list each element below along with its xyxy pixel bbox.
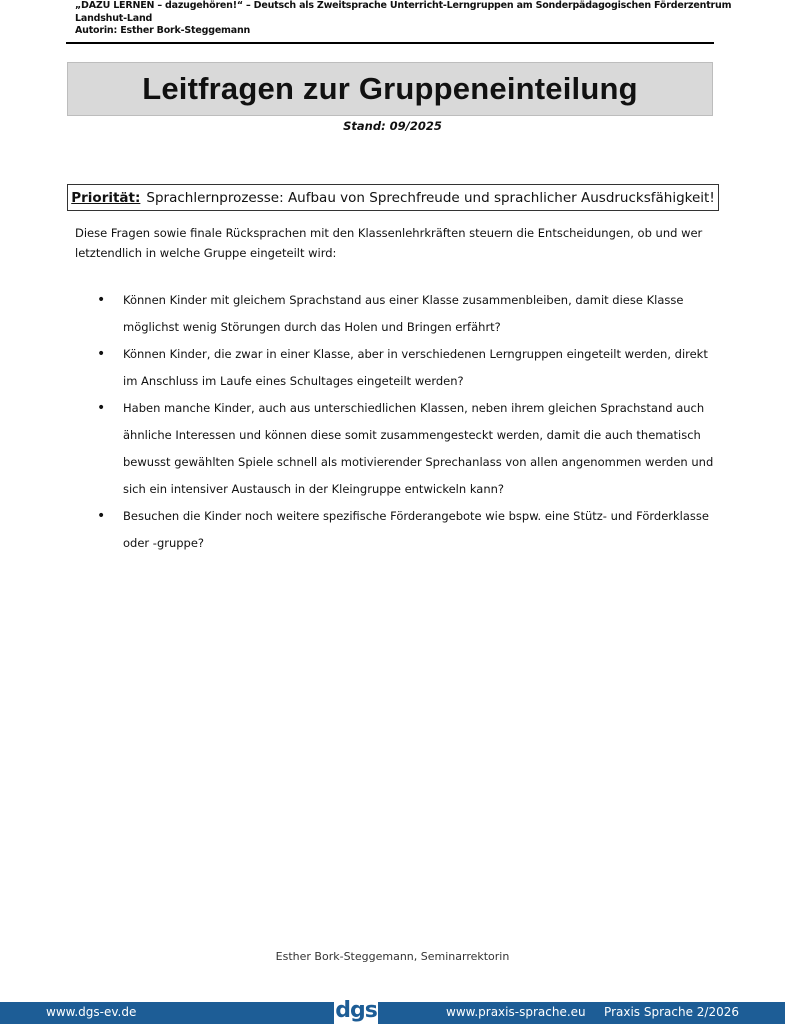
header-line-1: „DAZU LERNEN – dazugehören!“ – Deutsch als Zweitsprache Unterricht-Lerngruppen am Sonderpädagogischen Förderzentrum — [75, 0, 732, 11]
footer-link-praxis[interactable]: www.praxis-sprache.eu — [446, 1005, 586, 1019]
header-divider — [66, 42, 714, 44]
footer-bar — [0, 998, 785, 1024]
running-header — [75, 0, 732, 38]
bullet-icon: • — [97, 346, 106, 362]
priority-label: Priorität: — [71, 189, 141, 206]
footer-issue: Praxis Sprache 2/2026 — [604, 1005, 739, 1019]
header-line-2: Landshut-Land — [75, 12, 153, 24]
list-item — [75, 341, 725, 395]
intro-paragraph: Diese Fragen sowie finale Rücksprachen mit den Klassenlehrkräften steuern die Entscheidungen, ob und wer letztendlich in welche Gruppe eingeteilt wird: — [75, 226, 703, 260]
footer-link-dgs[interactable]: www.dgs-ev.de — [46, 1005, 137, 1019]
list-item — [75, 503, 725, 557]
list-item-text: Haben manche Kinder, auch aus unterschiedlichen Klassen, neben ihrem gleichen Sprachstand auch ähnliche Interessen und können diese somit zusammengesteckt werden, damit die auch thematisch bewusst gewählten Spiele schnell als motivierender Sprechanlass von allen angenommen werden und sich ein intensiver Austausch in der Kleingruppe entwickeln kann? — [123, 401, 714, 496]
page-title: Leitfragen zur Gruppeneinteilung — [142, 71, 638, 106]
title-box — [67, 62, 713, 116]
priority-text: Sprachlernprozesse: Aufbau von Sprechfreude und sprachlicher Ausdrucksfähigkeit! — [146, 189, 715, 206]
stand-date: Stand: 09/2025 — [343, 119, 442, 133]
question-list — [75, 287, 725, 557]
bullet-icon: • — [97, 400, 106, 416]
list-item-text: Können Kinder mit gleichem Sprachstand aus einer Klasse zusammenbleiben, damit diese Klasse möglichst wenig Störungen durch das Holen und Bringen erfährt? — [123, 293, 684, 334]
dgs-logo: dgs — [335, 998, 377, 1023]
list-item — [75, 287, 725, 341]
list-item — [75, 395, 725, 503]
list-item-text: Können Kinder, die zwar in einer Klasse, aber in verschiedenen Lerngruppen eingeteilt werden, direkt im Anschluss im Laufe eines Schultages eingeteilt werden? — [123, 347, 708, 388]
list-item-text: Besuchen die Kinder noch weitere spezifische Förderangebote wie bspw. eine Stütz- und Förderklasse oder -gruppe? — [123, 509, 709, 550]
bullet-icon: • — [97, 292, 106, 308]
bullet-icon: • — [97, 508, 106, 524]
header-author: Autorin: Esther Bork-Steggemann — [75, 25, 251, 36]
priority-box — [67, 184, 719, 211]
footer-author: Esther Bork-Steggemann, Seminarrektorin — [275, 950, 510, 963]
